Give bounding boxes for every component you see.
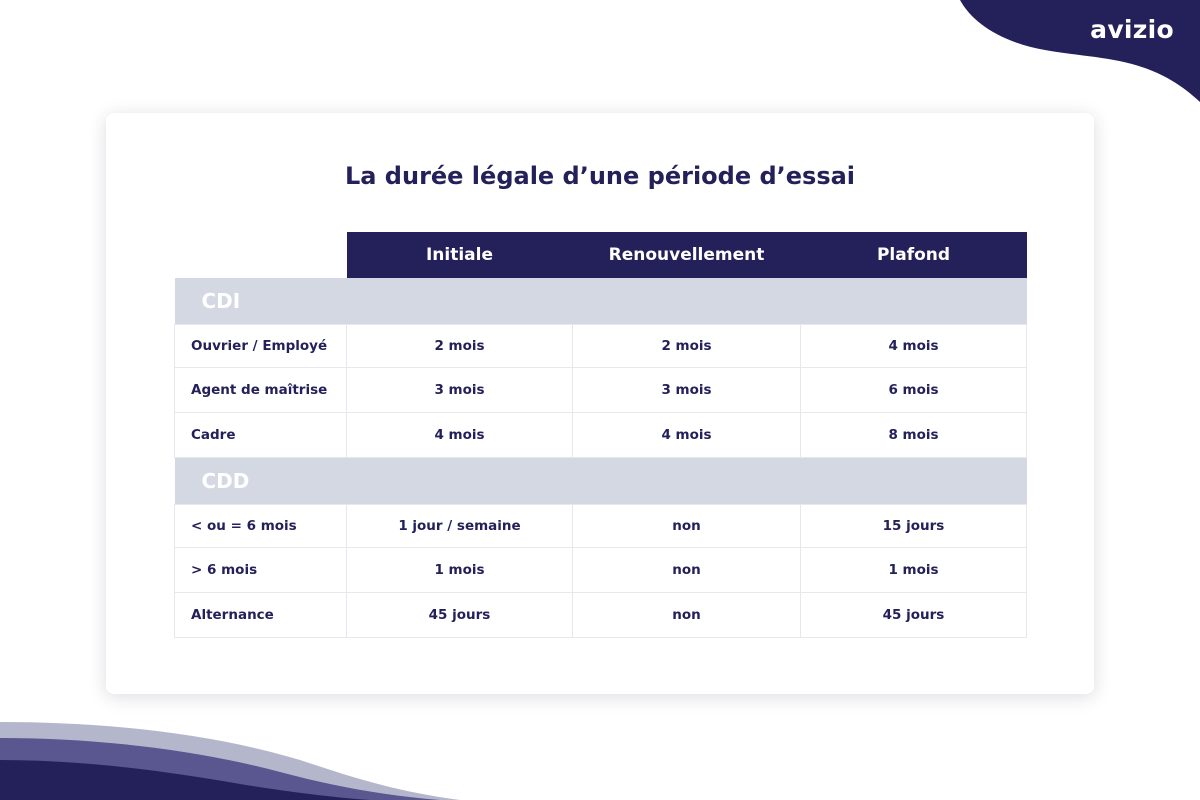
cell-plafond: 15 jours [801, 505, 1027, 548]
cell-plafond: 45 jours [801, 593, 1027, 638]
row-label: Ouvrier / Employé [175, 325, 347, 368]
section-row-cdi [175, 278, 1027, 325]
header-corner-cell [175, 232, 347, 278]
cell-initiale: 3 mois [347, 368, 573, 413]
column-header-initiale: Initiale [347, 232, 573, 278]
brand-logo: avizio [1090, 15, 1174, 44]
cell-initiale: 1 jour / semaine [347, 505, 573, 548]
column-header-plafond: Plafond [801, 232, 1027, 278]
cell-plafond: 4 mois [801, 325, 1027, 368]
cell-plafond: 1 mois [801, 548, 1027, 593]
cell-renouvellement: non [573, 505, 801, 548]
cell-initiale: 2 mois [347, 325, 573, 368]
cell-initiale: 45 jours [347, 593, 573, 638]
table-row [175, 505, 1027, 548]
cell-renouvellement: non [573, 548, 801, 593]
cell-plafond: 8 mois [801, 413, 1027, 458]
cell-plafond: 6 mois [801, 368, 1027, 413]
section-row-cdd [175, 458, 1027, 505]
table-row [175, 593, 1027, 638]
table-row [175, 325, 1027, 368]
table-row [175, 413, 1027, 458]
bottom-left-wave-decoration [0, 720, 460, 800]
row-label: < ou = 6 mois [175, 505, 347, 548]
cell-renouvellement: non [573, 593, 801, 638]
cell-initiale: 4 mois [347, 413, 573, 458]
table-header-row [175, 232, 1027, 278]
section-label-cdd: CDD [175, 458, 1027, 505]
row-label: Alternance [175, 593, 347, 638]
cell-initiale: 1 mois [347, 548, 573, 593]
cell-renouvellement: 3 mois [573, 368, 801, 413]
column-header-renouvellement: Renouvellement [573, 232, 801, 278]
cell-renouvellement: 2 mois [573, 325, 801, 368]
table-row [175, 368, 1027, 413]
row-label: > 6 mois [175, 548, 347, 593]
cell-renouvellement: 4 mois [573, 413, 801, 458]
content-card [106, 113, 1094, 694]
trial-period-table [174, 232, 1027, 638]
row-label: Cadre [175, 413, 347, 458]
table-row [175, 548, 1027, 593]
row-label: Agent de maîtrise [175, 368, 347, 413]
section-label-cdi: CDI [175, 278, 1027, 325]
page-title: La durée légale d’une période d’essai [344, 162, 856, 190]
